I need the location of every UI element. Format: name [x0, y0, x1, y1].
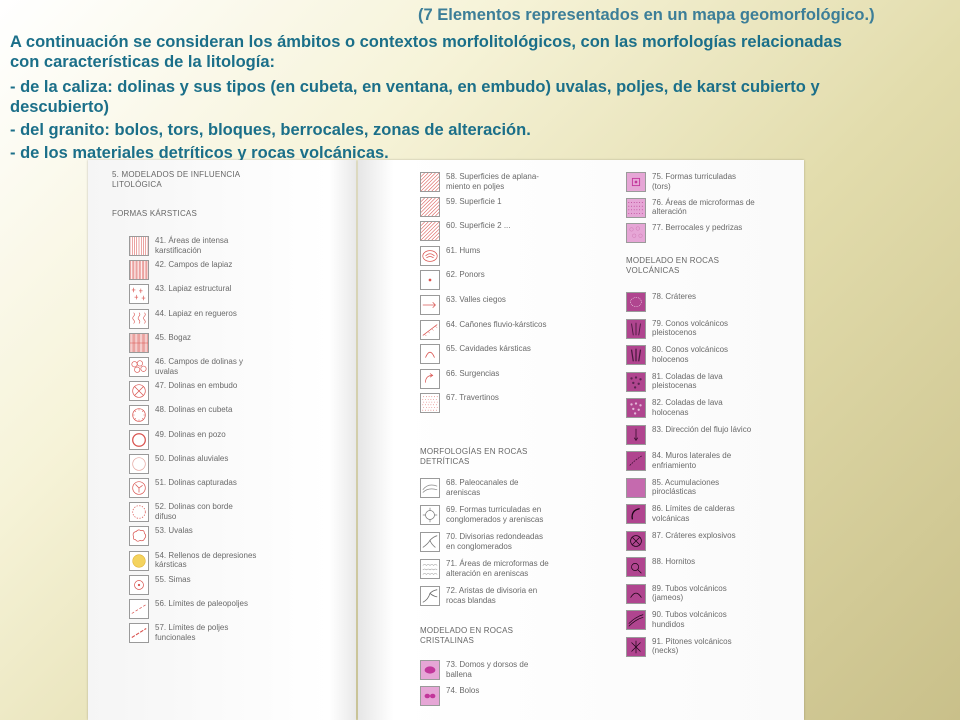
legend-item-label — [652, 451, 731, 470]
blind-valley-icon — [420, 295, 440, 315]
legend-item-label-line: 75. Formas turriculadas — [652, 172, 737, 181]
legend-item-label — [652, 557, 695, 567]
vertical-hatch-icon — [129, 236, 149, 256]
legend-item-label-line: 59. Superficie 1 — [446, 196, 502, 206]
legend-item-label-line: 74. Bolos — [446, 686, 480, 695]
rounded-divide-icon — [420, 532, 440, 552]
legend-item-label — [446, 270, 485, 280]
legend-item-label-line: 84. Muros laterales de — [652, 451, 732, 460]
legend-item-label-line: enfriamiento — [652, 460, 697, 470]
lava-tube-icon — [626, 584, 646, 604]
legend-item-label-line: 80. Conos volcánicos — [652, 345, 729, 354]
legend-item-label — [155, 405, 232, 415]
tor-icon — [626, 172, 646, 192]
legend-item-label-line: 87. Cráteres explosivos — [652, 530, 736, 540]
legend-item-label-line: 46. Campos de dolinas y — [155, 357, 244, 366]
legend-item-label-line: 78. Cráteres — [652, 292, 697, 301]
legend-item-label — [155, 260, 232, 270]
dense-hatch-icon — [129, 260, 149, 280]
diagonal-hatch-icon — [420, 172, 440, 192]
legend-item-label-line: 71. Áreas de microformas de — [446, 559, 549, 568]
ridge-icon — [420, 586, 440, 606]
paleochannel-icon — [420, 478, 440, 498]
intro-line-1: A continuación se consideran los ámbitos o contextos morfolitológicos, con las morfologías relacionadas — [10, 33, 842, 51]
pyroclastic-icon — [626, 478, 646, 498]
filled-depression-icon — [129, 551, 149, 571]
polje-limit-icon — [129, 623, 149, 643]
cave-icon — [420, 344, 440, 364]
legend-item-label — [155, 599, 248, 609]
legend-item-label — [155, 575, 191, 585]
legend-item-label-line: 60. Superficie 2 ... — [446, 221, 511, 231]
legend-item-label-line: en conglomerados — [446, 541, 512, 551]
legend-item-label-line: 41. Áreas de intensa — [155, 236, 229, 245]
legend-item-label-line: 54. Rellenos de depresiones — [155, 550, 257, 560]
legend-item-label-line: 53. Uvalas — [155, 526, 193, 536]
legend-section-heading: 5. MODELADOS DE INFLUENCIA LITOLÓGICA — [112, 170, 241, 189]
travertine-icon — [420, 393, 440, 413]
legend-item-label-line: 57. Límites de poljes — [155, 623, 229, 633]
legend-item-label-line: (jameos) — [652, 593, 684, 602]
intro-line-5: - del granito: bolos, tors, bloques, berrocales, zonas de alteración. — [10, 121, 531, 139]
legend-item-label-line: 47. Dolinas en embudo — [155, 381, 238, 391]
legend-item-label-line: pleistocenas — [652, 381, 697, 390]
crystalline-heading: MODELADO EN ROCAS CRISTALINAS — [420, 626, 514, 645]
legend-item-label-line: 72. Aristas de divisoria en — [446, 586, 538, 595]
legend-item-label — [155, 333, 191, 343]
legend-item-label-line: 55. Simas — [155, 574, 191, 584]
funnel-doline-icon — [129, 381, 149, 401]
canyon-icon — [420, 320, 440, 340]
boulder-icon — [420, 686, 440, 706]
slide-title: (7 Elementos representados en un mapa geomorfológico.) — [418, 6, 875, 24]
legend-item-label-line: pleistocenos — [652, 328, 697, 337]
legend-item-label-line: 68. Paleocanales de — [446, 478, 519, 487]
legend-item-label-line: 81. Coladas de lava — [652, 371, 723, 381]
legend-item-label-line: 89. Tubos volcánicos — [652, 583, 727, 593]
legend-item-label-line: 86. Límites de calderas — [652, 504, 735, 513]
legend-item-label-line: 67. Travertinos — [446, 393, 499, 403]
legend-item-label — [446, 246, 480, 256]
legend-item-label — [155, 526, 193, 536]
legend-item-label — [155, 551, 256, 570]
legend-item-label — [446, 686, 479, 696]
legend-item-label-line: holocenos — [652, 354, 689, 364]
volcanic-heading: MODELADO EN ROCAS VOLCÁNICAS — [626, 256, 720, 275]
alluvial-doline-icon — [129, 454, 149, 474]
uvala-icon — [129, 526, 149, 546]
dotted-area-icon — [626, 198, 646, 218]
legend-item-label-line: uvalas — [155, 366, 179, 376]
legend-item-label — [446, 505, 543, 524]
wavy-lines-icon — [129, 309, 149, 329]
legend-item-label-line: 64. Cañones fluvio-kársticos — [446, 319, 547, 329]
legend-item-label — [155, 381, 237, 391]
circle-cluster-icon — [129, 357, 149, 377]
legend-item-label-line: 82. Coladas de lava — [652, 398, 723, 407]
intro-line-2: con características de la litología: — [10, 53, 276, 71]
legend-item-label-line: difuso — [155, 511, 177, 521]
legend-item-label — [652, 372, 723, 391]
legend-item-label-line: 73. Domos y dorsos de — [446, 660, 529, 669]
legend-item-label — [652, 584, 727, 603]
legend-item-label-line: kársticas — [155, 560, 187, 570]
legend-item-label-line: 79. Conos volcánicos — [652, 318, 729, 328]
legend-item-label — [155, 357, 243, 376]
legend-item-label-line: (tors) — [652, 181, 671, 191]
cooling-wall-icon — [626, 451, 646, 471]
captured-doline-icon — [129, 478, 149, 498]
sinkhole-icon — [129, 575, 149, 595]
legend-item-label-line: rocas blandas — [446, 595, 496, 605]
legend-item-label-line: 50. Dolinas aluviales — [155, 453, 229, 463]
legend-item-label — [446, 197, 502, 207]
legend-item-label — [652, 223, 742, 233]
neck-icon — [626, 637, 646, 657]
legend-item-label-line: hundidos — [652, 619, 685, 629]
caldera-icon — [626, 504, 646, 524]
legend-item-label-line: areniscas — [446, 487, 481, 497]
legend-item-label — [652, 398, 723, 417]
legend-item-label-line: alteración en areniscas — [446, 568, 529, 578]
legend-item-label-line: 77. Berrocales y pedrizas — [652, 223, 743, 232]
legend-item-label — [446, 172, 539, 191]
legend-item-label — [446, 586, 537, 605]
legend-item-label — [446, 660, 528, 679]
legend-item-label-line: ballena — [446, 669, 472, 679]
legend-item-label-line: 51. Dolinas capturadas — [155, 478, 237, 487]
legend-item-label-line: 85. Acumulaciones — [652, 477, 720, 487]
legend-item-label — [652, 172, 736, 191]
legend-item-label-line: 66. Surgencias — [446, 368, 500, 378]
legend-page-right — [358, 160, 804, 720]
hornito-icon — [626, 557, 646, 577]
diagonal-hatch-icon — [420, 221, 440, 241]
legend-item-label — [155, 454, 228, 464]
legend-item-label — [446, 393, 499, 403]
holocene-lava-icon — [626, 398, 646, 418]
legend-item-label-line: 83. Dirección del flujo lávico — [652, 424, 752, 434]
legend-item-label-line: 58. Superficies de aplana- — [446, 172, 539, 181]
legend-item-label — [155, 623, 228, 642]
pleistocene-cone-icon — [626, 319, 646, 339]
legend-item-label-line: funcionales — [155, 632, 196, 642]
legend-item-label-line: 76. Áreas de microformas de — [652, 197, 755, 207]
legend-item-label-line: 69. Formas turriculadas en — [446, 505, 542, 514]
legend-item-label — [446, 344, 531, 354]
legend-item-label-line: piroclásticas — [652, 487, 697, 496]
legend-item-label-line: miento en poljes — [446, 181, 505, 191]
microform-area-icon — [420, 559, 440, 579]
legend-item-label-line: alteración — [652, 207, 687, 216]
legend-item-label — [155, 309, 237, 319]
legend-item-label-line: 65. Cavidades kársticas — [446, 344, 531, 354]
hum-icon — [420, 246, 440, 266]
sunken-tube-icon — [626, 610, 646, 630]
lava-flow-direction-icon — [626, 425, 646, 445]
legend-item-label-line: 61. Hums — [446, 245, 481, 255]
legend-item-label — [155, 430, 226, 440]
boulder-field-icon — [626, 223, 646, 243]
ladder-hatch-icon — [129, 333, 149, 353]
pleistocene-lava-icon — [626, 372, 646, 392]
hash-marks-icon — [129, 284, 149, 304]
legend-item-label-line: 91. Pitones volcánicos — [652, 636, 732, 646]
legend-item-label — [446, 221, 510, 231]
legend-item-label — [652, 610, 727, 629]
legend-item-label — [155, 502, 233, 521]
crater-icon — [626, 292, 646, 312]
legend-item-label-line: holocenas — [652, 407, 689, 417]
legend-item-label-line: conglomerados y areniscas — [446, 514, 544, 524]
legend-item-label — [155, 236, 228, 255]
legend-item-label — [652, 292, 696, 302]
ponor-icon — [420, 270, 440, 290]
legend-item-label-line: 45. Bogaz — [155, 332, 192, 342]
legend-item-label — [446, 320, 547, 330]
legend-item-label — [652, 345, 728, 364]
legend-item-label-line: 88. Hornitos — [652, 557, 696, 566]
legend-item-label — [446, 532, 543, 551]
legend-item-label-line: 70. Divisorias redondeadas — [446, 532, 543, 541]
detritic-heading: MORFOLOGÍAS EN ROCAS DETRÍTICAS — [420, 447, 528, 466]
legend-item-label-line: 52. Dolinas con borde — [155, 502, 233, 512]
legend-item-label-line: 62. Ponors — [446, 270, 485, 280]
spring-icon — [420, 369, 440, 389]
tower-form-icon — [420, 505, 440, 525]
intro-line-3: - de la caliza: dolinas y sus tipos (en cubeta, en ventana, en embudo) uvalas, poljes, de karst cubierto y — [10, 78, 820, 96]
legend-item-label — [652, 198, 755, 217]
legend-item-label — [446, 559, 549, 578]
basin-doline-icon — [129, 405, 149, 425]
legend-item-label-line: 49. Dolinas en pozo — [155, 429, 226, 439]
intro-line-6: - de los materiales detríticos y rocas volcánicas. — [10, 144, 389, 160]
diagonal-hatch-icon — [420, 197, 440, 217]
legend-item-label-line: 42. Campos de lapiaz — [155, 260, 233, 270]
legend-item-label — [155, 478, 237, 488]
legend-page-left — [88, 160, 356, 720]
legend-item-label — [652, 531, 736, 541]
legend-item-label-line: 44. Lapiaz en regueros — [155, 308, 237, 318]
legend-item-label — [155, 284, 232, 294]
intro-line-4: descubierto) — [10, 98, 110, 116]
legend-item-label — [446, 478, 519, 497]
legend-item-label — [652, 637, 732, 656]
legend-item-label-line: 90. Tubos volcánicos — [652, 610, 727, 619]
paleopolje-limit-icon — [129, 599, 149, 619]
legend-item-label-line: 43. Lapiaz estructural — [155, 284, 232, 294]
legend-item-label-line: karstificación — [155, 245, 202, 255]
well-doline-icon — [129, 430, 149, 450]
legend-item-label — [652, 425, 751, 435]
legend-item-label-line: (necks) — [652, 646, 679, 655]
diffuse-doline-icon — [129, 502, 149, 522]
legend-item-label — [652, 319, 728, 338]
holocene-cone-icon — [626, 345, 646, 365]
legend-item-label-line: 63. Valles ciegos — [446, 295, 506, 304]
karst-heading: FORMAS KÁRSTICAS — [112, 209, 197, 218]
legend-item-label — [652, 478, 719, 497]
legend-item-label — [652, 504, 735, 523]
legend-item-label — [446, 369, 499, 379]
legend-item-label-line: volcánicas — [652, 513, 690, 523]
legend-item-label — [446, 295, 506, 305]
dome-icon — [420, 660, 440, 680]
legend-item-label-line: 48. Dolinas en cubeta — [155, 405, 233, 415]
explosive-crater-icon — [626, 531, 646, 551]
legend-item-label-line: 56. Límites de paleopoljes — [155, 599, 248, 608]
